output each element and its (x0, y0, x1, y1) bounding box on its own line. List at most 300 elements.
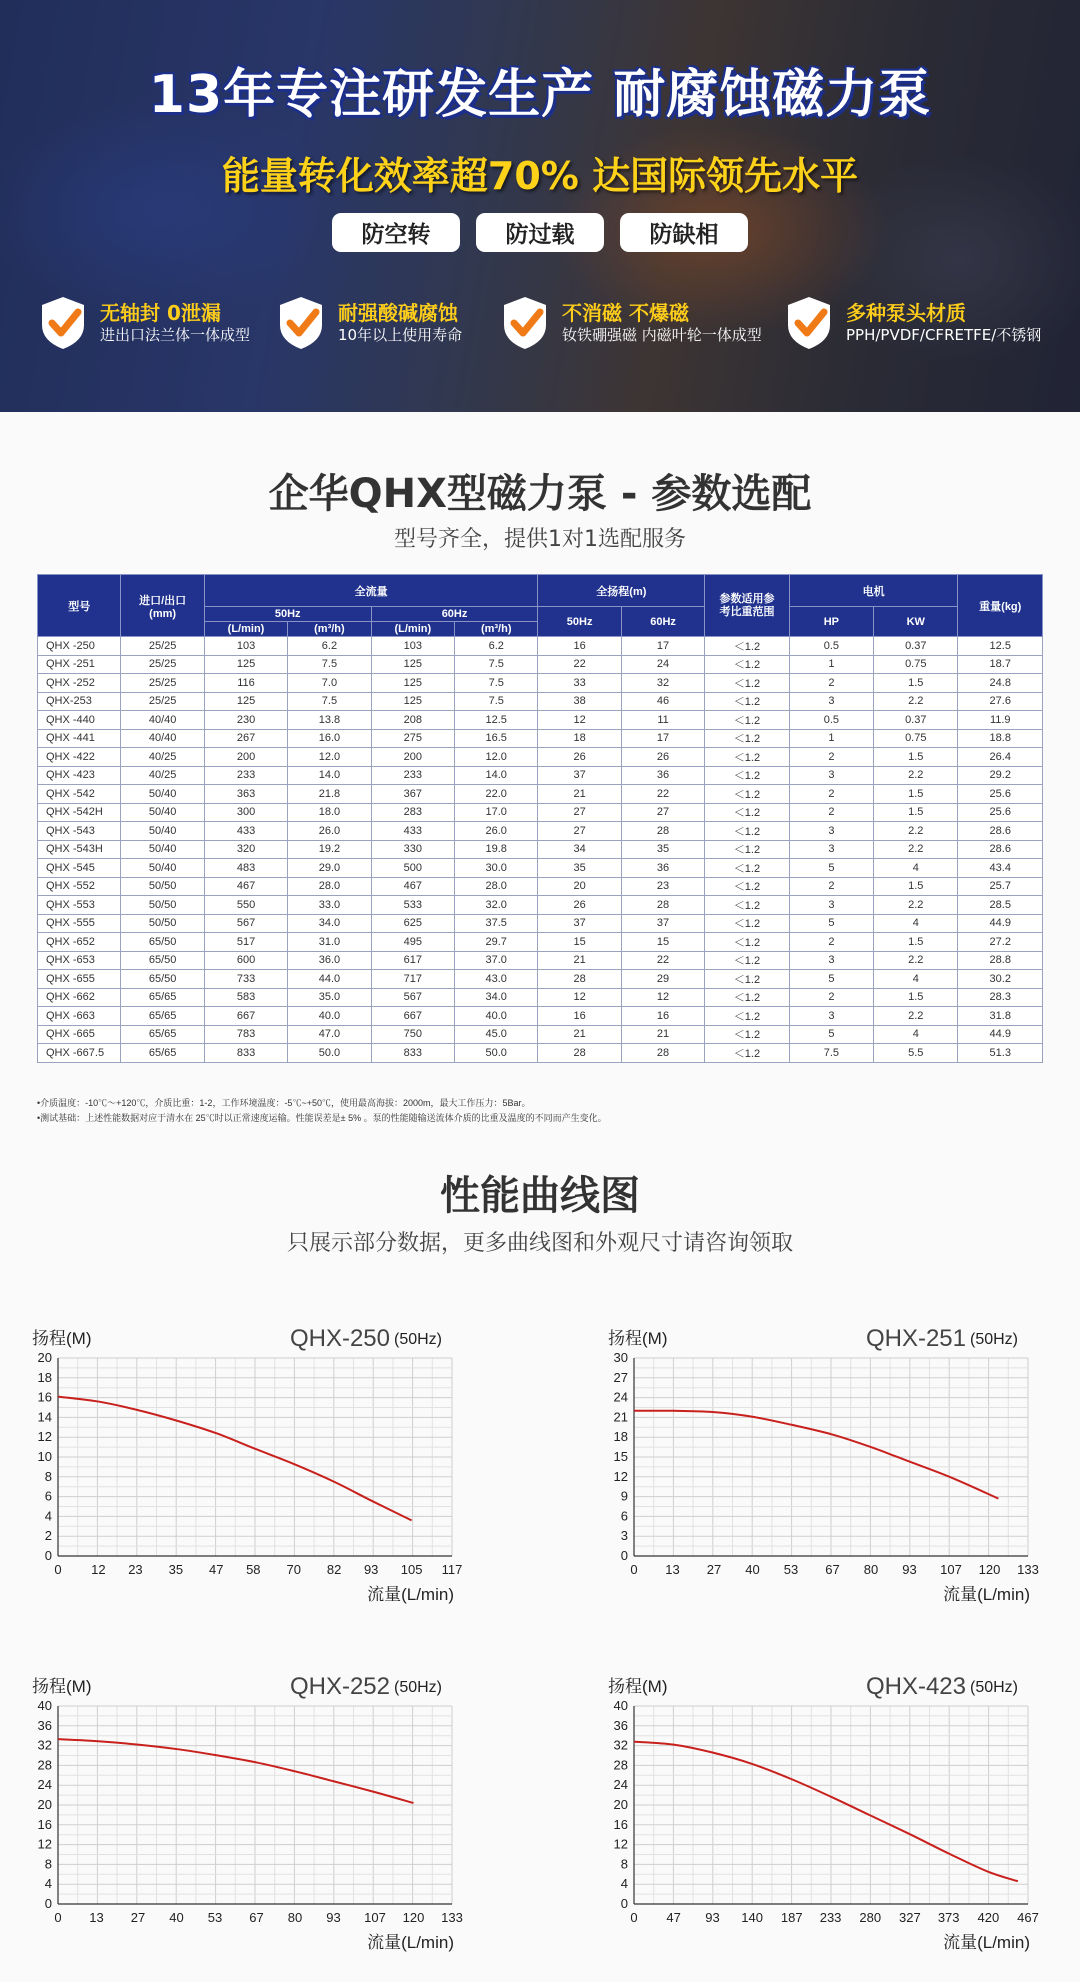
cell-head-50: 16 (538, 1007, 621, 1026)
table-row (38, 785, 1043, 804)
cell-weight: 28.5 (958, 896, 1043, 915)
chart-frequency: (50Hz) (394, 1679, 443, 1696)
y-tick-label: 8 (44, 1856, 52, 1872)
pill-dry-run: 防空转 (332, 213, 460, 252)
cell-hp: 3 (789, 692, 873, 711)
x-tick-label: 373 (937, 1910, 960, 1925)
cell-hp: 3 (789, 896, 873, 915)
cell-weight: 44.9 (958, 914, 1043, 933)
chart-frequency: (50Hz) (970, 1679, 1019, 1696)
x-tick-label: 53 (207, 1910, 223, 1925)
cell-50-m3h: 44.0 (288, 970, 371, 989)
cell-60-m3h: 34.0 (455, 988, 538, 1007)
y-tick-label: 18 (37, 1369, 52, 1385)
x-axis-label: 流量(L/min) (943, 1933, 1030, 1952)
cell-60-lmin: 467 (371, 877, 454, 896)
cell-60-m3h: 6.2 (455, 637, 538, 656)
cell-weight: 25.6 (958, 803, 1043, 822)
cell-60-lmin: 103 (371, 637, 454, 656)
cell-head-50: 12 (538, 711, 621, 730)
cell-inout: 65/65 (121, 1007, 204, 1026)
cell-60-lmin: 833 (371, 1044, 454, 1063)
cell-model: QHX -423 (38, 766, 121, 785)
cell-hp: 5 (789, 970, 873, 989)
y-tick-label: 28 (37, 1757, 52, 1773)
feature-desc: 10年以上使用寿命 (338, 326, 463, 344)
x-tick-label: 105 (400, 1562, 423, 1577)
cell-weight: 44.9 (958, 1025, 1043, 1044)
cell-head-60: 36 (621, 859, 704, 878)
check-shield-icon (276, 295, 326, 351)
cell-50-m3h: 7.5 (288, 692, 371, 711)
cell-60-lmin: 625 (371, 914, 454, 933)
x-tick-label: 120 (402, 1910, 425, 1925)
cell-head-60: 26 (621, 748, 704, 767)
cell-60-m3h: 12.5 (455, 711, 538, 730)
cell-50-lmin: 233 (204, 766, 287, 785)
cell-60-lmin: 275 (371, 729, 454, 748)
cell-kw: 1.5 (874, 877, 958, 896)
hero-banner (0, 0, 1080, 412)
cell-hp: 3 (789, 766, 873, 785)
cell-kw: 1.5 (874, 988, 958, 1007)
table-row (38, 711, 1043, 730)
table-row (38, 803, 1043, 822)
table-row (38, 1044, 1043, 1063)
cell-50-lmin: 733 (204, 970, 287, 989)
curve-chart-qhx-251 (600, 1316, 1060, 1620)
cell-50-m3h: 40.0 (288, 1007, 371, 1026)
x-tick-label: 117 (441, 1562, 463, 1577)
y-tick-label: 0 (44, 1548, 52, 1563)
cell-density: ＜1.2 (705, 896, 789, 915)
cell-head-60: 36 (621, 766, 704, 785)
cell-head-50: 37 (538, 914, 621, 933)
cell-hp: 2 (789, 748, 873, 767)
x-tick-label: 140 (741, 1910, 763, 1925)
cell-weight: 28.8 (958, 951, 1043, 970)
y-axis-label: 扬程(M) (608, 1329, 668, 1348)
cell-kw: 2.2 (874, 822, 958, 841)
cell-density: ＜1.2 (705, 877, 789, 896)
feature-title: 不消磁 不爆磁 (562, 301, 689, 325)
cell-hp: 3 (789, 840, 873, 859)
y-tick-label: 40 (37, 1698, 52, 1713)
cell-head-60: 11 (621, 711, 704, 730)
y-tick-label: 15 (613, 1449, 628, 1464)
cell-head-50: 16 (538, 637, 621, 656)
cell-kw: 1.5 (874, 933, 958, 952)
table-row (38, 859, 1043, 878)
cell-60-lmin: 367 (371, 785, 454, 804)
cell-kw: 4 (874, 859, 958, 878)
chart-title: QHX-250 (289, 1325, 390, 1352)
table-row (38, 914, 1043, 933)
cell-density: ＜1.2 (705, 803, 789, 822)
x-tick-label: 133 (1017, 1562, 1039, 1577)
chart-frequency: (50Hz) (394, 1331, 443, 1348)
cell-kw: 5.5 (874, 1044, 958, 1063)
cell-kw: 0.37 (874, 637, 958, 656)
x-tick-label: 67 (249, 1910, 264, 1925)
spec-table-body (38, 637, 1043, 1063)
chart-frequency: (50Hz) (970, 1331, 1019, 1348)
spec-subtitle: 型号齐全，提供1对1选配服务 (394, 527, 686, 552)
y-tick-label: 20 (37, 1797, 52, 1812)
cell-model: QHX -542H (38, 803, 121, 822)
cell-50-m3h: 31.0 (288, 933, 371, 952)
cell-density: ＜1.2 (705, 914, 789, 933)
col-motor: 电机 (789, 575, 958, 607)
col-60-m3h: (m³/h) (455, 622, 538, 637)
cell-weight: 18.8 (958, 729, 1043, 748)
cell-head-60: 27 (621, 803, 704, 822)
note-line: •介质温度：-10℃～+120℃，介质比重：1-2，工作环境温度：-5℃~+50℃，使用最高海拔：2000m，最大工作压力：5Bar。 (37, 1098, 531, 1108)
cell-50-m3h: 21.8 (288, 785, 371, 804)
cell-model: QHX -667.5 (38, 1044, 121, 1063)
table-row (38, 1007, 1043, 1026)
cell-50-lmin: 363 (204, 785, 287, 804)
x-tick-label: 133 (441, 1910, 463, 1925)
y-tick-label: 27 (613, 1369, 628, 1385)
x-tick-label: 0 (630, 1562, 638, 1577)
cell-weight: 12.5 (958, 637, 1043, 656)
cell-weight: 43.4 (958, 859, 1043, 878)
x-tick-label: 58 (246, 1562, 261, 1577)
cell-density: ＜1.2 (705, 674, 789, 693)
cell-model: QHX -422 (38, 748, 121, 767)
y-tick-label: 32 (37, 1737, 52, 1753)
protection-pills (0, 213, 1080, 252)
cell-model: QHX -545 (38, 859, 121, 878)
cell-density: ＜1.2 (705, 859, 789, 878)
cell-inout: 50/40 (121, 840, 204, 859)
cell-50-lmin: 230 (204, 711, 287, 730)
cell-model: QHX -542 (38, 785, 121, 804)
table-row (38, 748, 1043, 767)
cell-head-50: 21 (538, 785, 621, 804)
cell-model: QHX -555 (38, 914, 121, 933)
cell-50-m3h: 50.0 (288, 1044, 371, 1063)
table-row (38, 655, 1043, 674)
cell-60-lmin: 200 (371, 748, 454, 767)
cell-head-50: 35 (538, 859, 621, 878)
cell-60-lmin: 208 (371, 711, 454, 730)
cell-kw: 1.5 (874, 748, 958, 767)
cell-kw: 4 (874, 1025, 958, 1044)
cell-head-50: 38 (538, 692, 621, 711)
y-tick-label: 12 (613, 1468, 628, 1484)
cell-head-50: 28 (538, 970, 621, 989)
y-tick-label: 16 (37, 1389, 52, 1405)
col-inout: 进口/出口 (mm) (121, 575, 204, 637)
cell-model: QHX -543H (38, 840, 121, 859)
cell-inout: 65/50 (121, 933, 204, 952)
x-tick-label: 40 (745, 1562, 760, 1577)
hero-title: 13年专注研发生产 耐腐蚀磁力泵 (148, 65, 932, 125)
cell-head-50: 21 (538, 1025, 621, 1044)
cell-50-lmin: 467 (204, 877, 287, 896)
col-kw: KW (874, 607, 958, 637)
feature-desc: 进出口法兰体一体成型 (100, 326, 251, 344)
y-tick-label: 10 (37, 1449, 52, 1464)
x-axis-label: 流量(L/min) (943, 1585, 1030, 1604)
cell-inout: 50/40 (121, 785, 204, 804)
x-tick-label: 80 (863, 1562, 879, 1577)
feature-4 (784, 296, 1041, 350)
cell-model: QHX -440 (38, 711, 121, 730)
cell-kw: 2.2 (874, 1007, 958, 1026)
cell-model: QHX -251 (38, 655, 121, 674)
cell-model: QHX -653 (38, 951, 121, 970)
cell-weight: 18.7 (958, 655, 1043, 674)
x-tick-label: 13 (665, 1562, 680, 1577)
cell-60-m3h: 50.0 (455, 1044, 538, 1063)
cell-50-m3h: 33.0 (288, 896, 371, 915)
cell-50-m3h: 16.0 (288, 729, 371, 748)
cell-head-60: 17 (621, 637, 704, 656)
cell-density: ＜1.2 (705, 988, 789, 1007)
cell-60-m3h: 16.5 (455, 729, 538, 748)
y-tick-label: 30 (613, 1350, 628, 1365)
cell-head-50: 33 (538, 674, 621, 693)
cell-model: QHX -543 (38, 822, 121, 841)
cell-head-50: 27 (538, 803, 621, 822)
cell-60-m3h: 7.5 (455, 655, 538, 674)
x-tick-label: 120 (978, 1562, 1001, 1577)
curve-chart-svg (600, 1664, 1060, 1964)
x-axis-label: 流量(L/min) (367, 1585, 454, 1604)
curve-subtitle: 只展示部分数据，更多曲线图和外观尺寸请咨询领取 (286, 1231, 793, 1256)
cell-60-lmin: 617 (371, 951, 454, 970)
cell-weight: 30.2 (958, 970, 1043, 989)
cell-hp: 1 (789, 655, 873, 674)
cell-50-m3h: 35.0 (288, 988, 371, 1007)
cell-50-m3h: 47.0 (288, 1025, 371, 1044)
cell-60-m3h: 29.7 (455, 933, 538, 952)
x-tick-label: 107 (940, 1562, 962, 1577)
y-tick-label: 36 (37, 1717, 52, 1733)
curve-title: 性能曲线图 (440, 1173, 640, 1219)
cell-inout: 40/40 (121, 711, 204, 730)
y-tick-label: 18 (613, 1429, 628, 1445)
cell-head-50: 12 (538, 988, 621, 1007)
performance-curve (634, 1411, 998, 1499)
col-60-lmin: (L/min) (371, 622, 454, 637)
cell-kw: 2.2 (874, 951, 958, 970)
cell-density: ＜1.2 (705, 785, 789, 804)
cell-hp: 7.5 (789, 1044, 873, 1063)
curve-chart-svg (600, 1316, 1060, 1616)
col-flow: 全流量 (204, 575, 538, 607)
x-tick-label: 467 (1017, 1910, 1039, 1925)
y-tick-label: 24 (613, 1389, 628, 1405)
cell-60-m3h: 32.0 (455, 896, 538, 915)
curve-chart-svg (24, 1316, 484, 1616)
x-tick-label: 80 (287, 1910, 303, 1925)
x-tick-label: 93 (363, 1562, 379, 1577)
cell-kw: 4 (874, 970, 958, 989)
table-row (38, 822, 1043, 841)
cell-hp: 3 (789, 951, 873, 970)
chart-title: QHX-252 (289, 1673, 390, 1700)
cell-model: QHX -552 (38, 877, 121, 896)
cell-kw: 0.37 (874, 711, 958, 730)
feature-3 (500, 296, 762, 350)
cell-inout: 50/40 (121, 822, 204, 841)
cell-60-lmin: 125 (371, 655, 454, 674)
cell-hp: 5 (789, 1025, 873, 1044)
table-row (38, 951, 1043, 970)
cell-inout: 25/25 (121, 637, 204, 656)
col-head-50hz: 50Hz (538, 607, 621, 637)
table-row (38, 877, 1043, 896)
cell-60-m3h: 40.0 (455, 1007, 538, 1026)
cell-50-m3h: 36.0 (288, 951, 371, 970)
cell-head-50: 21 (538, 951, 621, 970)
cell-50-lmin: 667 (204, 1007, 287, 1026)
cell-weight: 28.3 (958, 988, 1043, 1007)
cell-density: ＜1.2 (705, 822, 789, 841)
table-row (38, 933, 1043, 952)
y-tick-label: 12 (37, 1429, 52, 1445)
table-row (38, 840, 1043, 859)
cell-kw: 2.2 (874, 840, 958, 859)
cell-50-lmin: 125 (204, 655, 287, 674)
cell-60-m3h: 7.5 (455, 674, 538, 693)
cell-head-60: 37 (621, 914, 704, 933)
cell-head-60: 12 (621, 988, 704, 1007)
x-tick-label: 23 (128, 1562, 143, 1577)
cell-head-50: 22 (538, 655, 621, 674)
table-row (38, 896, 1043, 915)
cell-60-m3h: 17.0 (455, 803, 538, 822)
cell-inout: 65/50 (121, 970, 204, 989)
cell-head-60: 23 (621, 877, 704, 896)
cell-head-60: 28 (621, 822, 704, 841)
x-tick-label: 0 (630, 1910, 638, 1925)
x-tick-label: 13 (89, 1910, 104, 1925)
cell-inout: 25/25 (121, 655, 204, 674)
x-tick-label: 0 (54, 1562, 62, 1577)
spec-notes (37, 1096, 1047, 1126)
cell-50-m3h: 12.0 (288, 748, 371, 767)
cell-model: QHX -662 (38, 988, 121, 1007)
cell-50-lmin: 783 (204, 1025, 287, 1044)
y-axis-label: 扬程(M) (32, 1677, 92, 1696)
col-50-m3h: (m³/h) (288, 622, 371, 637)
cell-kw: 0.75 (874, 729, 958, 748)
cell-density: ＜1.2 (705, 951, 789, 970)
col-head-60hz: 60Hz (621, 607, 704, 637)
y-tick-label: 3 (620, 1528, 628, 1544)
cell-inout: 65/65 (121, 1025, 204, 1044)
cell-60-lmin: 283 (371, 803, 454, 822)
cell-hp: 2 (789, 785, 873, 804)
y-axis-label: 扬程(M) (608, 1677, 668, 1696)
cell-inout: 50/40 (121, 803, 204, 822)
y-tick-label: 8 (620, 1856, 628, 1872)
pill-overload: 防过载 (476, 213, 604, 252)
table-row (38, 970, 1043, 989)
cell-50-lmin: 267 (204, 729, 287, 748)
table-row (38, 729, 1043, 748)
y-tick-label: 20 (37, 1350, 52, 1365)
feature-2 (276, 296, 462, 350)
cell-50-m3h: 34.0 (288, 914, 371, 933)
cell-model: QHX -252 (38, 674, 121, 693)
y-tick-label: 20 (613, 1797, 628, 1812)
col-density: 参数适用参考比重范围 (705, 575, 789, 637)
cell-kw: 1.5 (874, 785, 958, 804)
cell-kw: 2.2 (874, 896, 958, 915)
cell-model: QHX -553 (38, 896, 121, 915)
y-tick-label: 32 (613, 1737, 628, 1753)
cell-head-50: 15 (538, 933, 621, 952)
cell-hp: 2 (789, 674, 873, 693)
check-shield-icon (784, 295, 834, 351)
cell-60-lmin: 500 (371, 859, 454, 878)
cell-inout: 50/40 (121, 859, 204, 878)
cell-60-m3h: 14.0 (455, 766, 538, 785)
x-axis-label: 流量(L/min) (367, 1933, 454, 1952)
cell-weight: 25.7 (958, 877, 1043, 896)
cell-hp: 5 (789, 914, 873, 933)
cell-50-m3h: 28.0 (288, 877, 371, 896)
cell-head-50: 18 (538, 729, 621, 748)
cell-kw: 2.2 (874, 692, 958, 711)
cell-50-lmin: 125 (204, 692, 287, 711)
cell-weight: 27.6 (958, 692, 1043, 711)
cell-60-lmin: 750 (371, 1025, 454, 1044)
cell-weight: 26.4 (958, 748, 1043, 767)
cell-hp: 2 (789, 988, 873, 1007)
cell-weight: 51.3 (958, 1044, 1043, 1063)
y-tick-label: 0 (44, 1896, 52, 1911)
y-tick-label: 40 (613, 1698, 628, 1713)
performance-curve (58, 1397, 412, 1521)
y-tick-label: 36 (613, 1717, 628, 1733)
cell-60-lmin: 533 (371, 896, 454, 915)
cell-head-60: 28 (621, 896, 704, 915)
cell-60-m3h: 19.8 (455, 840, 538, 859)
y-tick-label: 8 (44, 1468, 52, 1484)
curve-chart-qhx-250 (24, 1316, 484, 1620)
cell-weight: 25.6 (958, 785, 1043, 804)
cell-inout: 50/50 (121, 914, 204, 933)
cell-60-m3h: 30.0 (455, 859, 538, 878)
table-row (38, 637, 1043, 656)
cell-inout: 50/50 (121, 877, 204, 896)
cell-50-lmin: 583 (204, 988, 287, 1007)
cell-60-lmin: 667 (371, 1007, 454, 1026)
feature-title: 耐强酸碱腐蚀 (338, 301, 458, 325)
y-tick-label: 24 (613, 1777, 628, 1793)
table-row (38, 988, 1043, 1007)
cell-density: ＜1.2 (705, 729, 789, 748)
cell-50-lmin: 200 (204, 748, 287, 767)
cell-head-50: 37 (538, 766, 621, 785)
cell-hp: 2 (789, 803, 873, 822)
cell-density: ＜1.2 (705, 637, 789, 656)
y-tick-label: 12 (613, 1836, 628, 1852)
cell-kw: 1.5 (874, 674, 958, 693)
cell-head-60: 16 (621, 1007, 704, 1026)
cell-50-lmin: 320 (204, 840, 287, 859)
cell-kw: 2.2 (874, 766, 958, 785)
x-tick-label: 93 (326, 1910, 341, 1925)
cell-head-50: 26 (538, 896, 621, 915)
